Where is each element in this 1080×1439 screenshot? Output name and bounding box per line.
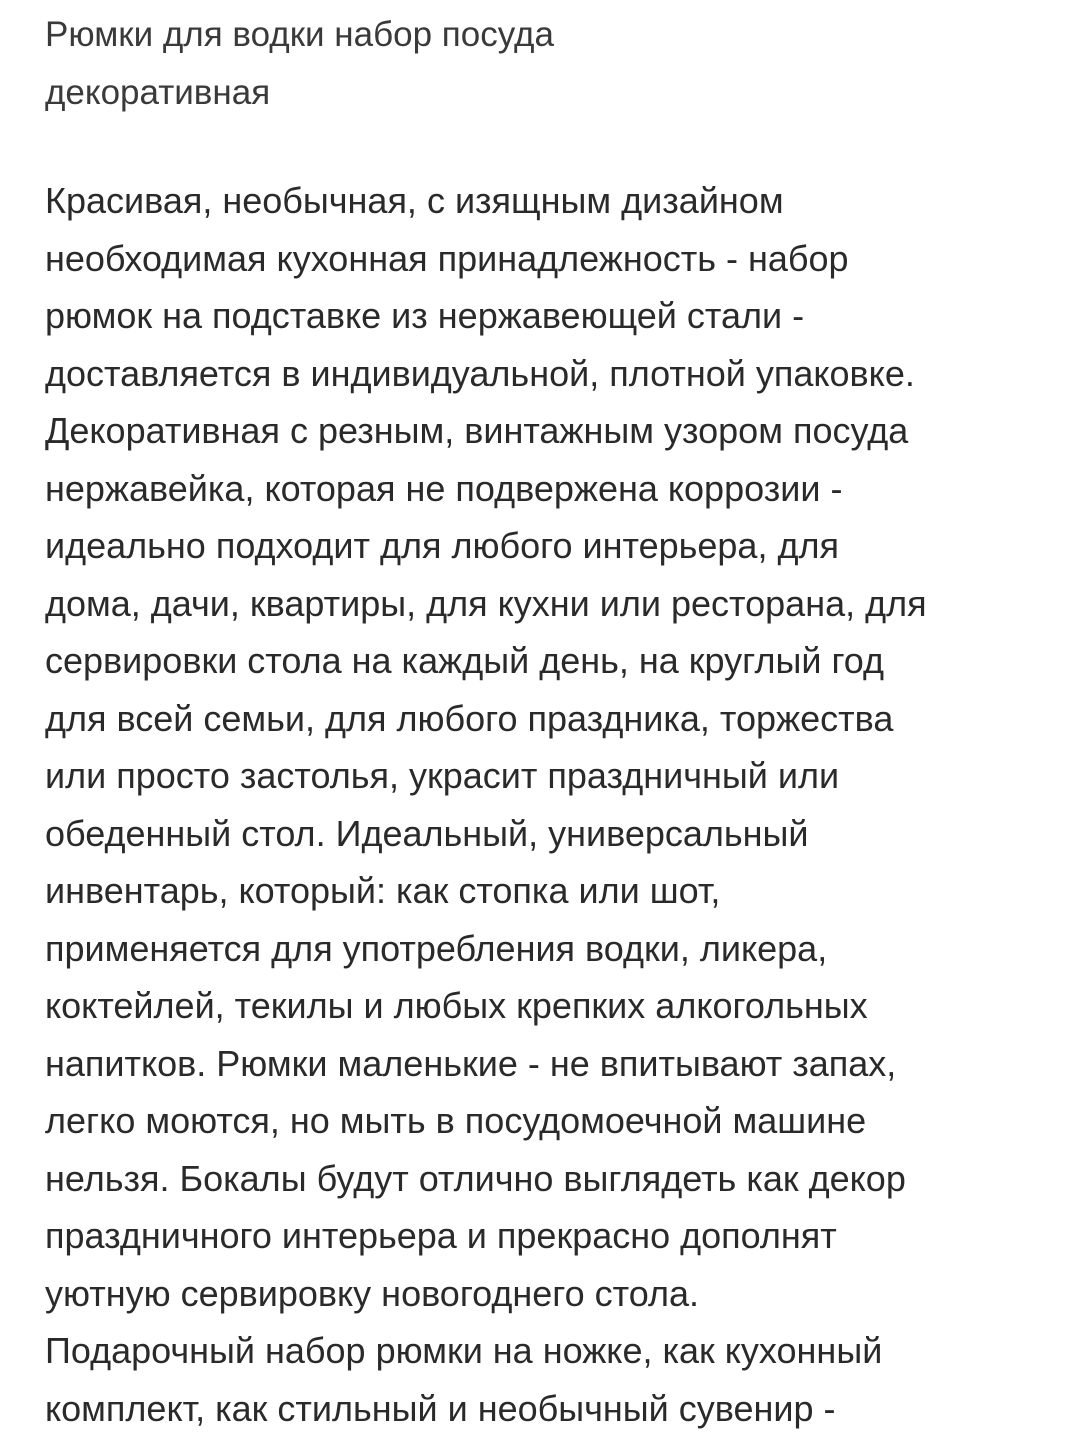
description-line: легко моются, но мыть в посудомоечной машине bbox=[45, 1100, 867, 1141]
product-title bbox=[45, 6, 1055, 122]
description-line: обеденный стол. Идеальный, универсальный bbox=[45, 812, 809, 854]
description-line: комплект, как стильный и необычный сувенир - bbox=[45, 1387, 836, 1429]
description-line: идеально подходит для любого интерьера, для bbox=[45, 525, 839, 566]
description-line: коктейлей, текилы и любых крепких алкогольных bbox=[45, 985, 868, 1026]
description-line: Подарочный набор рюмки на ножке, как кухонный bbox=[45, 1330, 883, 1371]
product-title-line: декоративная bbox=[45, 73, 271, 112]
description-line: инвентарь, который: как стопка или шот, bbox=[45, 870, 721, 911]
description-line: сервировки стола на каждый день, на круглый год bbox=[45, 640, 885, 681]
description-line: для всей семьи, для любого праздника, торжества bbox=[45, 697, 894, 739]
description-line: Декоративная с резным, винтажным узором посуда bbox=[45, 410, 909, 451]
description-line: или просто застолья, украсит праздничный или bbox=[45, 755, 840, 796]
description-line: нержавейка, которая не подвержена коррозии - bbox=[45, 467, 843, 509]
description-line: применяется для употребления водки, ликера, bbox=[45, 927, 828, 969]
description-line: дома, дачи, квартиры, для кухни или ресторана, для bbox=[45, 582, 927, 624]
description-line: праздничного интерьера и прекрасно дополнят bbox=[45, 1215, 837, 1256]
product-description bbox=[45, 172, 1055, 1437]
description-line: уютную сервировку новогоднего стола. bbox=[45, 1272, 700, 1314]
description-line: Красивая, необычная, с изящным дизайном bbox=[45, 180, 784, 221]
description-line: доставляется в индивидуальной, плотной упаковке. bbox=[45, 352, 915, 394]
description-line: нельзя. Бокалы будут отлично выглядеть как декор bbox=[45, 1157, 906, 1199]
description-line: напитков. Рюмки маленькие - не впитывают запах, bbox=[45, 1042, 897, 1084]
description-line: необходимая кухонная принадлежность - набор bbox=[45, 237, 849, 279]
description-line: рюмок на подставке из нержавеющей стали - bbox=[45, 295, 805, 336]
product-description-view bbox=[45, 0, 1055, 1437]
product-title-line: Рюмки для водки набор посуда bbox=[45, 15, 554, 54]
